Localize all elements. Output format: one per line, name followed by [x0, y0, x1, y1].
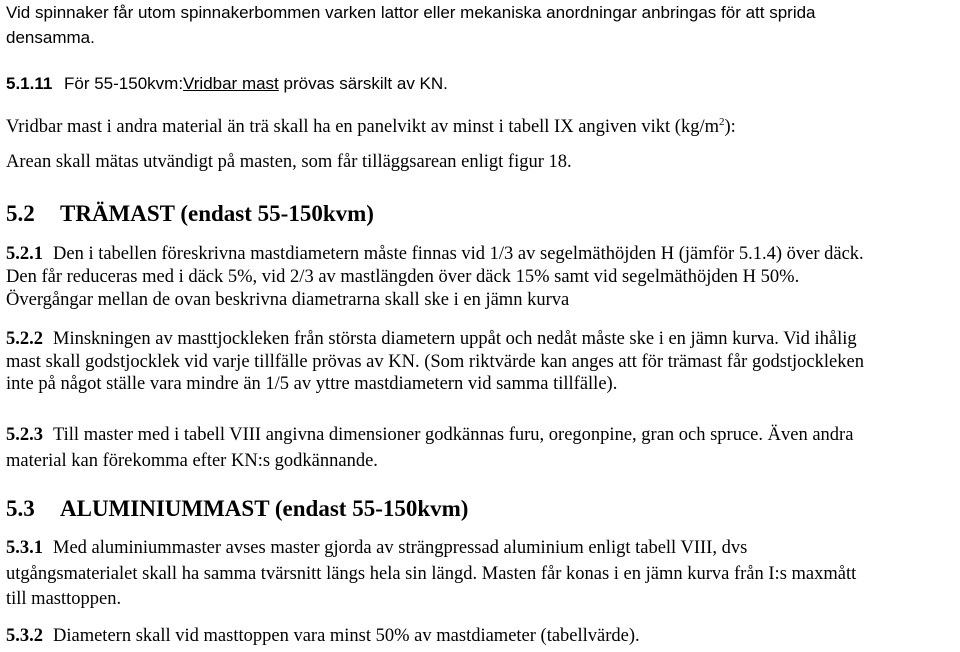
section-title: TRÄMAST (endast 55-150kvm) — [60, 201, 374, 226]
section-title-suffix: prövas särskilt av KN. — [283, 74, 448, 93]
section-5-3-heading — [6, 496, 468, 522]
vridbar-mast-link[interactable]: Vridbar mast — [183, 74, 279, 93]
text-segment: Vridbar mast i andra material än trä skall ha en panelvikt av minst i tabell IX angiven vikt (kg/m — [6, 117, 719, 137]
intro-line-1: Vid spinnaker får utom spinnakerbommen varken lattor eller mekaniska anordningar anbringas för att sprida — [6, 3, 816, 22]
paragraph-number: 5.3.2 — [6, 626, 43, 646]
section-number: 5.1.11 — [6, 74, 53, 93]
text-segment: Med aluminiummaster avses master gjorda av strängpressad aluminium enligt tabell VIII, dvs — [53, 538, 748, 558]
para-5-3-1-line-2: utgångsmaterialet skall ha samma tvärsnitt längs hela sin längd. Masten får konas i en jämn kurva från I:s maxmått — [6, 564, 857, 584]
paragraph-number: 5.2.3 — [6, 425, 43, 445]
para-5-2-3-line-1 — [6, 425, 853, 446]
para-5-2-2-line-3: inte på något ställe vara mindre än 1/5 av yttre mastdiametern vid samma tillfälle). — [6, 374, 618, 394]
para-5-2-1-line-2: Den får reduceras med i däck 5%, vid 2/3 av mastlängden över däck 15% samt vid segelmäthöjden H 50%. — [6, 267, 800, 287]
section-title: ALUMINIUMMAST (endast 55-150kvm) — [60, 496, 469, 521]
paragraph-number: 5.2.2 — [6, 329, 43, 349]
para-5-3-1-line-1 — [6, 538, 747, 559]
text-segment: ): — [724, 117, 736, 137]
paragraph-number: 5.2.1 — [6, 244, 43, 264]
para-5-2-1-line-3: Övergångar mellan de ovan beskrivna diametrarna skall ske i en jämn kurva — [6, 290, 570, 310]
intro-line-2: densamma. — [6, 28, 95, 47]
para-5-2-2-line-1 — [6, 329, 857, 350]
section-5-1-11-line-2: Arean skall mätas utvändigt på masten, som får tilläggsarean enligt figur 18. — [6, 152, 572, 172]
para-5-2-3-line-2: material kan förekomma efter KN:s godkännande. — [6, 451, 378, 471]
text-segment: Den i tabellen föreskrivna mastdiametern måste finnas vid 1/3 av segelmäthöjden H (jämför 5.1.4) över däck. — [53, 244, 864, 264]
paragraph-number: 5.3.1 — [6, 538, 43, 558]
para-5-2-2-line-2: mast skall godstjocklek vid varje tillfälle prövas av KN. (Som riktvärde kan anges att för trämast får godstjockleken — [6, 352, 864, 372]
section-5-1-11-line-1 — [6, 117, 736, 138]
para-5-2-1-line-1 — [6, 244, 864, 265]
section-5-1-11-heading — [6, 74, 448, 94]
text-segment: Till master med i tabell VIII angivna dimensioner godkännas furu, oregonpine, gran och spruce. Även andra — [53, 425, 854, 445]
text-segment: Diametern skall vid masttoppen vara minst 50% av mastdiameter (tabellvärde). — [53, 626, 640, 646]
text-segment: Minskningen av masttjockleken från största diametern uppåt och nedåt måste ske i en jämn kurva. Vid ihålig — [53, 329, 857, 349]
section-number: 5.3 — [6, 496, 35, 521]
section-title-prefix: För 55-150kvm: — [64, 74, 184, 93]
superscript: 2 — [718, 116, 725, 128]
para-5-3-1-line-3: till masttoppen. — [6, 589, 122, 609]
section-number: 5.2 — [6, 201, 35, 226]
section-5-2-heading — [6, 201, 374, 227]
para-5-3-2-line-1 — [6, 626, 640, 647]
